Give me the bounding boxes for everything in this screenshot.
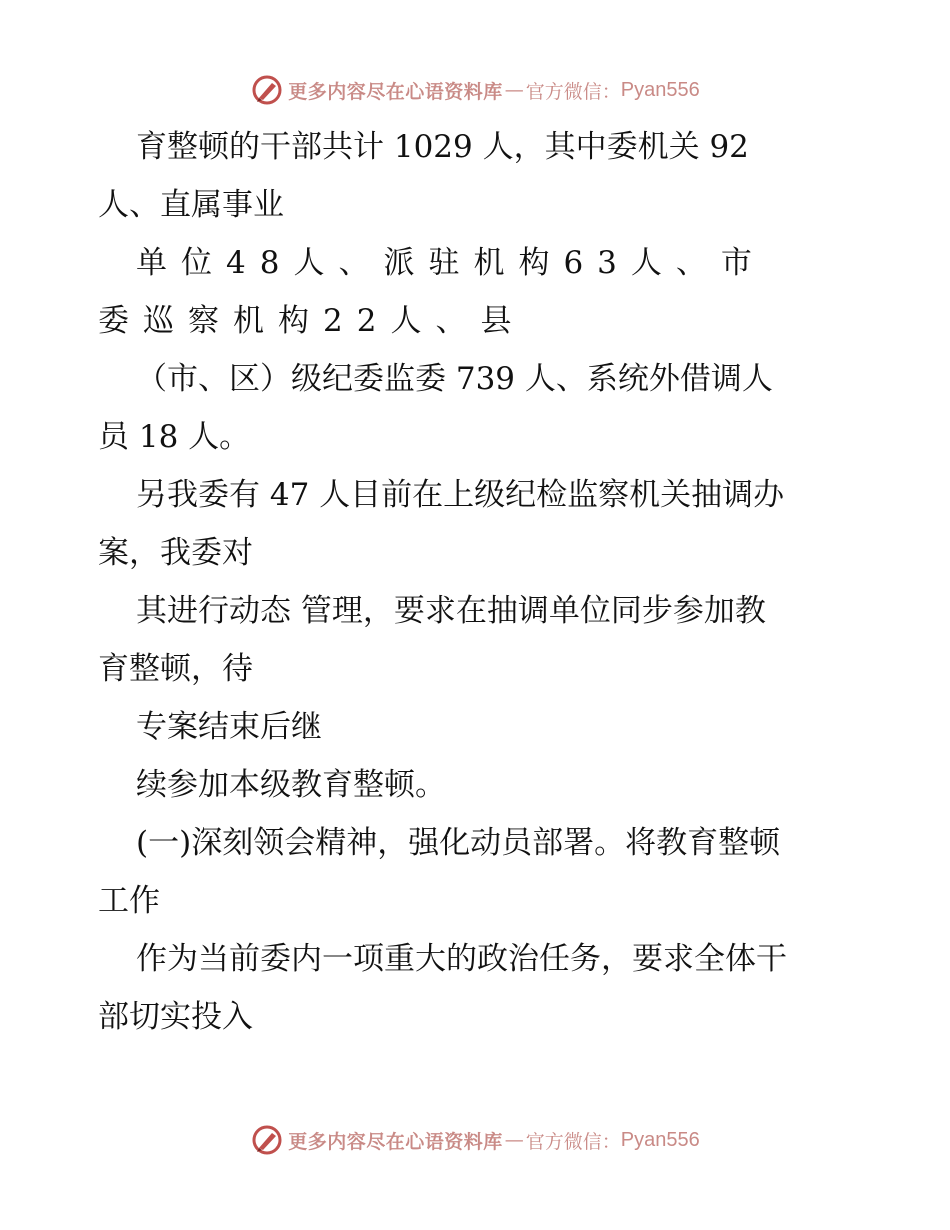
footer-watermark-banner [0,1120,950,1160]
text-line-15: 作为当前委内一项重大的政治任务，要求全体干 [136,941,787,977]
text-line-9: 其进行动态 管理，要求在抽调单位同步参加教 [136,593,766,629]
pen-logo-icon [250,73,284,107]
text-line-14: 工作 [98,883,160,919]
text-line-6: 员 18 人。 [98,419,251,455]
text-line-10: 育整顿，待 [98,651,253,687]
official-wechat-label: 官方微信： [525,1130,621,1153]
text-line-8: 案，我委对 [98,535,253,571]
text-line-2: 人、直属事业 [98,187,284,223]
official-wechat-label: 官方微信： [525,80,621,103]
text-line-1: 育整顿的干部共计 1029 人，其中委机关 92 [136,129,749,165]
banner-dash: — [504,1129,524,1151]
document-body [98,118,858,1046]
text-line-11: 专案结束后继 [136,709,322,745]
text-line-4: 委巡察机构22人、县 [98,303,526,339]
wechat-account: Pyan556 [620,1128,700,1151]
text-line-7: 另我委有 47 人目前在上级纪检监察机关抽调办 [136,477,785,513]
text-line-13: (一)深刻领会精神，强化动员部署。将教育整顿 [136,825,781,861]
brand-text: 更多内容尽在心语资料库 [288,80,503,103]
wechat-account: Pyan556 [620,78,700,101]
pen-logo-icon [250,1123,284,1157]
text-line-12: 续参加本级教育整顿。 [136,767,446,803]
text-line-3: 单位48人、派驻机构63人、市 [136,245,766,281]
banner-dash: — [504,79,524,101]
text-line-5: （市、区）级纪委监委 739 人、系统外借调人 [136,361,773,397]
brand-text: 更多内容尽在心语资料库 [288,1130,503,1153]
header-watermark-banner [0,70,950,110]
text-line-16: 部切实投入 [98,999,253,1035]
